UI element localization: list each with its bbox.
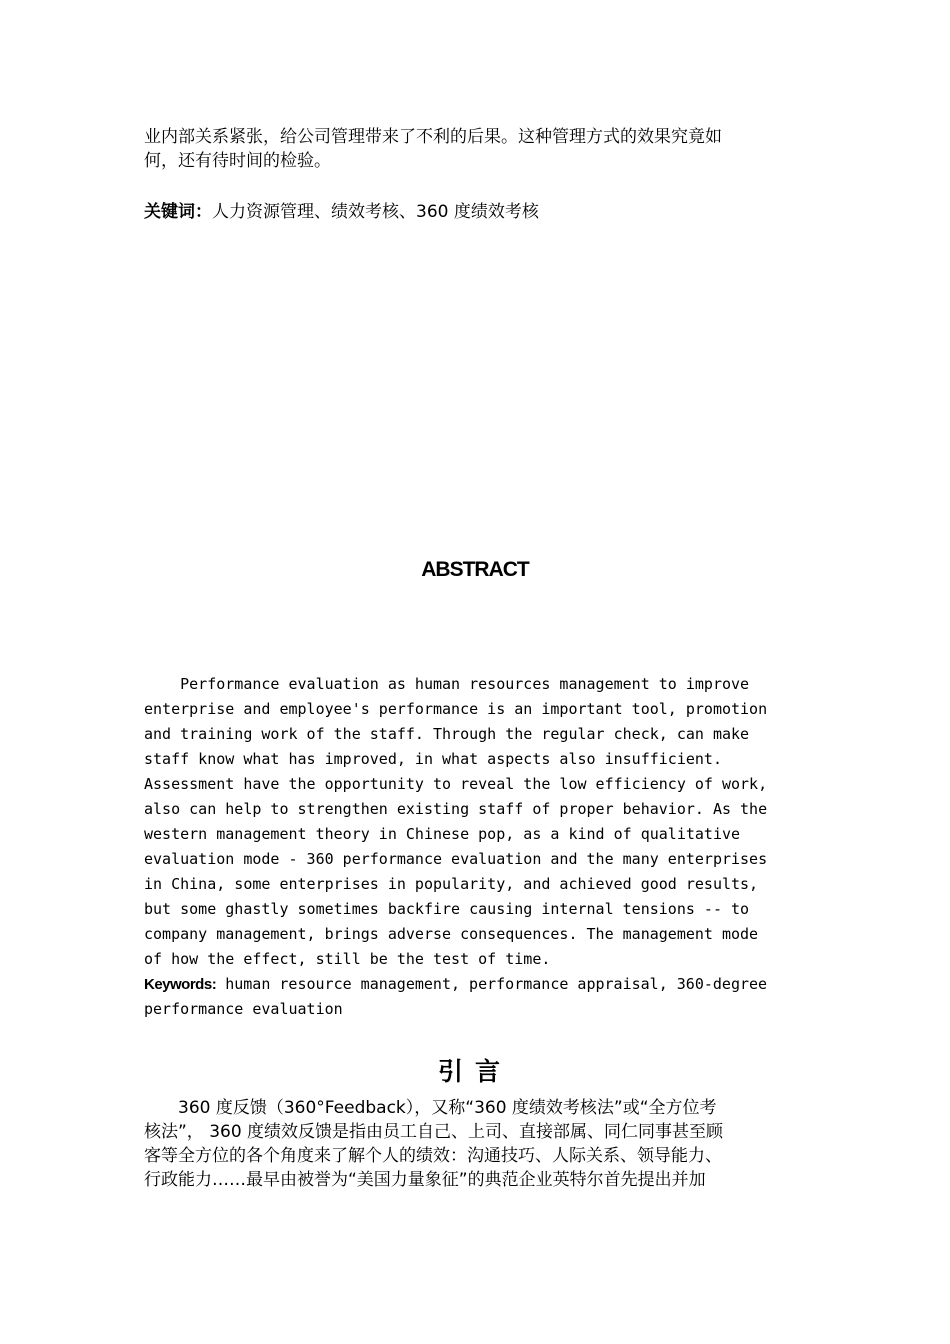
- abstract-line: of how the effect, still be the test of time.: [144, 950, 551, 968]
- abstract-line: staff know what has improved, in what aspects also insufficient.: [144, 750, 722, 768]
- abstract-line: enterprise and employee's performance is an important tool, promotion: [144, 700, 768, 718]
- keywords-text: 人力资源管理、绩效考核、360 度绩效考核: [212, 202, 539, 222]
- introduction-title: 引言: [437, 1057, 512, 1086]
- abstract-body: [144, 672, 824, 1022]
- abstract-line: company management, brings adverse consequences. The management mode: [144, 925, 759, 943]
- paragraph-line: 业内部关系紧张，给公司管理带来了不利的后果。这种管理方式的效果究竟如: [144, 127, 722, 147]
- paragraph-line: 核法”， 360 度绩效反馈是指由员工自己、上司、直接部属、同仁同事甚至顾: [144, 1122, 724, 1142]
- abstract-line: western management theory in Chinese pop, as a kind of qualitative: [144, 825, 741, 843]
- abstract-line: Performance evaluation as human resources management to improve: [144, 675, 750, 693]
- abstract-title: ABSTRACT: [421, 558, 529, 581]
- english-keywords-line: [144, 972, 824, 997]
- abstract-line: Assessment have the opportunity to reveal the low efficiency of work,: [144, 775, 768, 793]
- english-keywords-continuation: performance evaluation: [144, 1000, 343, 1018]
- abstract-line: but some ghastly sometimes backfire causing internal tensions -- to: [144, 900, 750, 918]
- paragraph-line: 360 度反馈（360°Feedback），又称“360 度绩效考核法”或“全方位考: [144, 1098, 717, 1118]
- abstract-line: also can help to strengthen existing staff of proper behavior. As the: [144, 800, 768, 818]
- abstract-line: in China, some enterprises in popularity, and achieved good results,: [144, 875, 759, 893]
- paragraph-line: 行政能力……最早由被誉为“美国力量象征”的典范企业英特尔首先提出并加: [144, 1170, 706, 1190]
- english-keywords-text: human resource management, performance appraisal, 360-degree: [216, 975, 768, 993]
- paragraph-line: 何，还有待时间的检验。: [144, 151, 331, 171]
- abstract-line: and training work of the staff. Through the regular check, can make: [144, 725, 750, 743]
- chinese-abstract-ending: [144, 125, 804, 173]
- chinese-keywords: [144, 200, 804, 224]
- introduction-body: [144, 1096, 804, 1192]
- keywords-label: 关键词：: [144, 202, 212, 222]
- abstract-line: evaluation mode - 360 performance evaluation and the many enterprises: [144, 850, 768, 868]
- paragraph-line: 客等全方位的各个角度来了解个人的绩效：沟通技巧、人际关系、领导能力、: [144, 1146, 722, 1166]
- english-keywords-label: Keywords:: [144, 976, 217, 993]
